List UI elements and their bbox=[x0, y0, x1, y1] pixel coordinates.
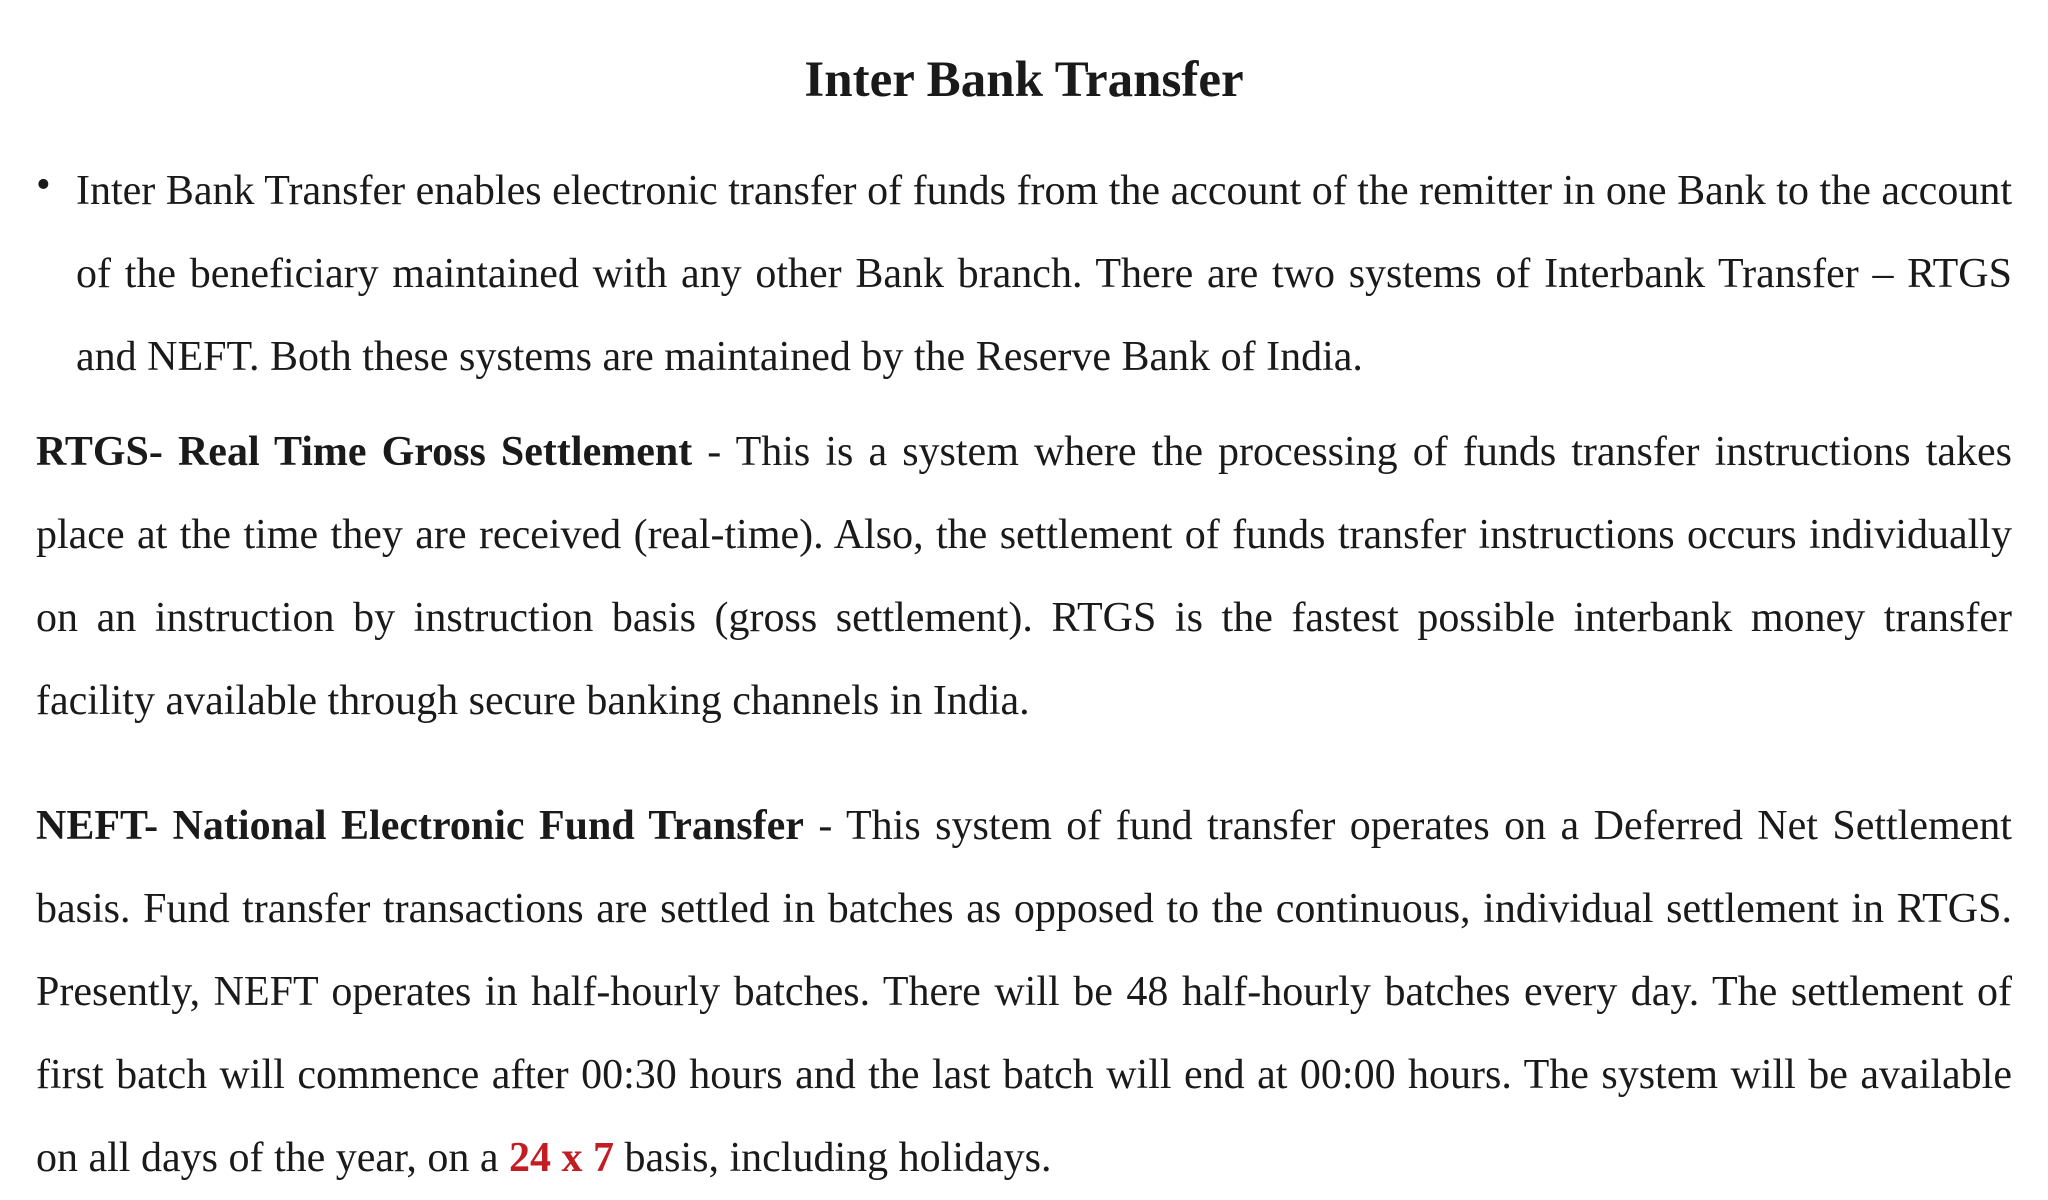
neft-text-after: basis, including holidays. bbox=[614, 1135, 1052, 1181]
rtgs-text: - This is a system where the processing of funds transfer instructions takes place at the time they are received (real-time). Also, the settlement of funds transfer instructions occurs individually on an instruction by instruction basis (gross settlement). RTGS is the fastest possible interbank money transfer facility available through secure banking channels in India. bbox=[36, 429, 2012, 724]
neft-paragraph bbox=[36, 785, 2012, 1200]
neft-term: NEFT- National Electronic Fund Transfer bbox=[36, 803, 804, 849]
document-page bbox=[36, 0, 2012, 1181]
neft-text-before: - This system of fund transfer operates on a Deferred Net Settlement basis. Fund transfer transactions are settled in batches as opposed to the continuous, individual settlement in RTGS. Presently, NEFT operates in half-hourly batches. There will be 48 half-hourly batches every day. The settlement of first batch will commence after 00:30 hours and the last batch will end at 00:00 hours. The system will be available on all days of the year, on a bbox=[36, 803, 2012, 1181]
neft-highlight-24x7: 24 x 7 bbox=[509, 1135, 614, 1181]
bullet-icon: • bbox=[36, 162, 51, 208]
rtgs-paragraph bbox=[36, 411, 2012, 743]
intro-text: Inter Bank Transfer enables electronic transfer of funds from the account of the remitter in one Bank to the account of the beneficiary maintained with any other Bank branch. There are two systems of Interbank Transfer – RTGS and NEFT. Both these systems are maintained by the Reserve Bank of India. bbox=[76, 168, 2012, 380]
intro-bullet-item bbox=[36, 150, 2012, 399]
page-title: Inter Bank Transfer bbox=[804, 52, 1244, 108]
rtgs-term: RTGS- Real Time Gross Settlement bbox=[36, 429, 693, 475]
